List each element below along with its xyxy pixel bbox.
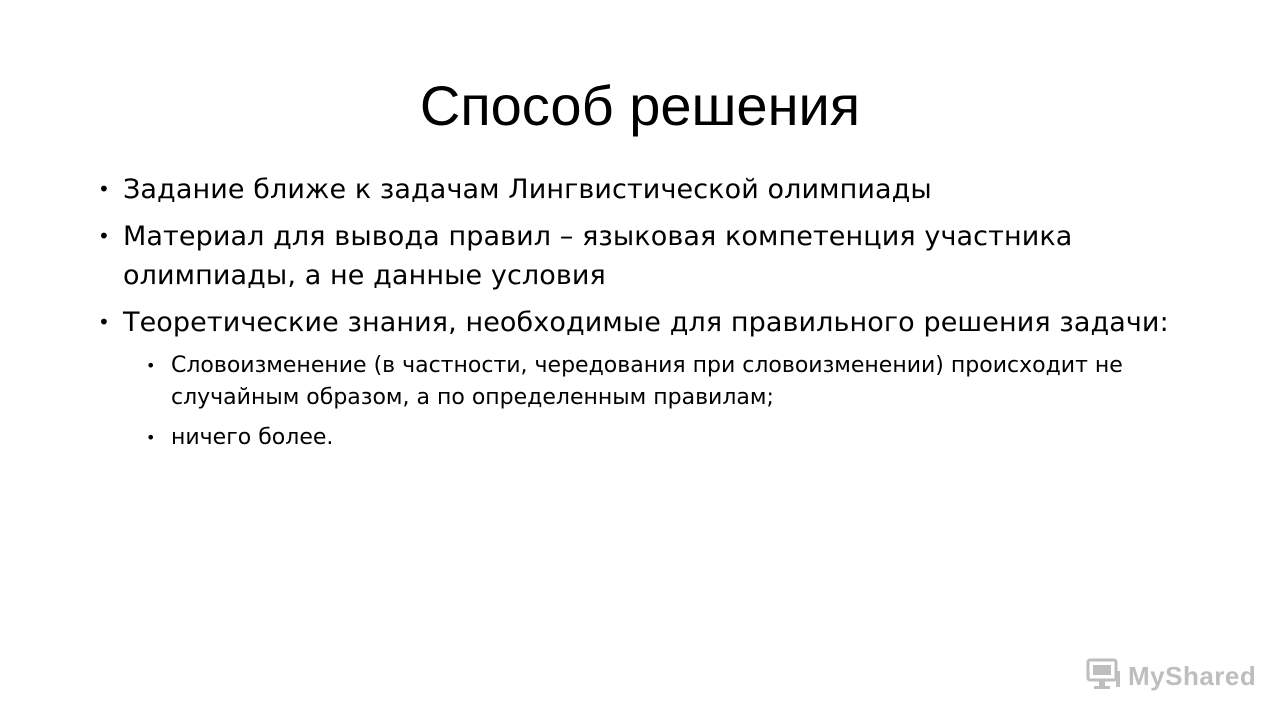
slide-title: Способ решения (419, 74, 861, 137)
bullet-item (98, 303, 1183, 342)
bullet-text: Теоретические знания, необходимые для правильного решения задачи: (123, 307, 1169, 338)
bullet-item (98, 217, 1193, 295)
bullet-text: Материал для вывода правил – языковая компетенция участника олимпиады, а не данные условия (123, 221, 1073, 291)
sub-bullet-item (146, 422, 1131, 454)
bullet-item (98, 170, 1123, 209)
bullet-list (98, 170, 1198, 462)
sub-bullet-text: Словоизменение (в частности, чередования при словоизменении) происходит не случайным образом, а по определенным правилам; (171, 353, 1123, 410)
bullet-text: Задание ближе к задачам Лингвистической олимпиады (123, 174, 932, 205)
sub-bullet-item (146, 350, 1131, 414)
bullet-dot-icon: • (98, 177, 110, 201)
sub-bullet-list (146, 350, 1198, 454)
myshared-watermark (1086, 656, 1256, 696)
sub-bullet-text: ничего более. (171, 425, 334, 450)
myshared-logo-icon (1086, 657, 1122, 695)
bullet-dot-icon: • (98, 310, 110, 334)
sub-bullet-dot-icon: • (146, 428, 156, 447)
sub-bullet-dot-icon: • (146, 356, 156, 375)
watermark-logo-text: MyShared (1128, 660, 1257, 691)
bullet-dot-icon: • (98, 224, 110, 248)
